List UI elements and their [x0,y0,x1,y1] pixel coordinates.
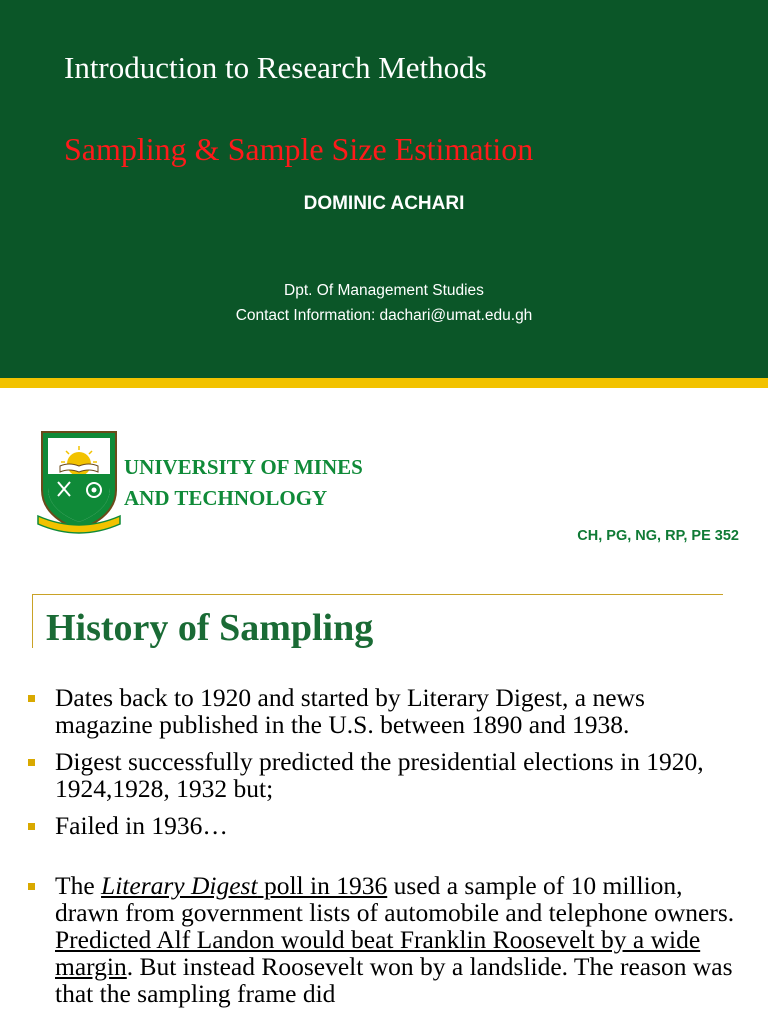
list-item [0,748,768,802]
university-crest-icon [36,430,122,536]
slide-divider [0,378,768,388]
bullet-text: Dates back to 1920 and started by Literary Digest, a news magazine published in the U.S. between 1890 and 1938. [55,683,645,739]
square-bullet-icon [28,823,35,830]
slide-title: Introduction to Research Methods [64,50,487,85]
square-bullet-icon [28,759,35,766]
bullet-text-part: . But instead Roosevelt won by a landslide. The reason was that the sampling frame did [55,952,733,1008]
bullet-text-part: used a sample of 10 million, drawn from government lists of automobile and telephone owners. [55,871,735,927]
author-name: DOMINIC ACHARI [303,193,465,214]
poll-year-text: poll in 1936 [257,871,388,900]
bullet-text-part: The [55,871,102,900]
university-name-line2: AND TECHNOLOGY [124,486,328,510]
list-item [0,872,768,1007]
list-item [0,812,768,839]
literary-digest-link-text: Literary Digest [101,871,258,900]
department-text: Dpt. Of Management Studies [284,282,484,299]
title-rule-vertical [32,594,33,648]
square-bullet-icon [28,695,35,702]
university-name [124,452,363,514]
title-rule-horizontal [32,594,723,595]
university-name-line1: UNIVERSITY OF MINES [124,455,363,479]
section-title: History of Sampling [46,607,374,649]
course-code: CH, PG, NG, RP, PE 352 [577,528,739,544]
bullet-text: Failed in 1936… [55,811,228,840]
bullet-list [0,684,768,1007]
contact-info: Contact Information: dachari@umat.edu.gh [235,307,533,324]
list-item [0,684,768,738]
prediction-text: Predicted Alf Landon would beat Franklin Roosevelt by a wide margin [55,925,701,981]
bullet-text: Digest successfully predicted the presidential elections in 1920, 1924,1928, 1932 but; [55,747,704,803]
title-slide [0,0,768,378]
slide-subtitle: Sampling & Sample Size Estimation [64,131,534,167]
square-bullet-icon [28,883,35,890]
